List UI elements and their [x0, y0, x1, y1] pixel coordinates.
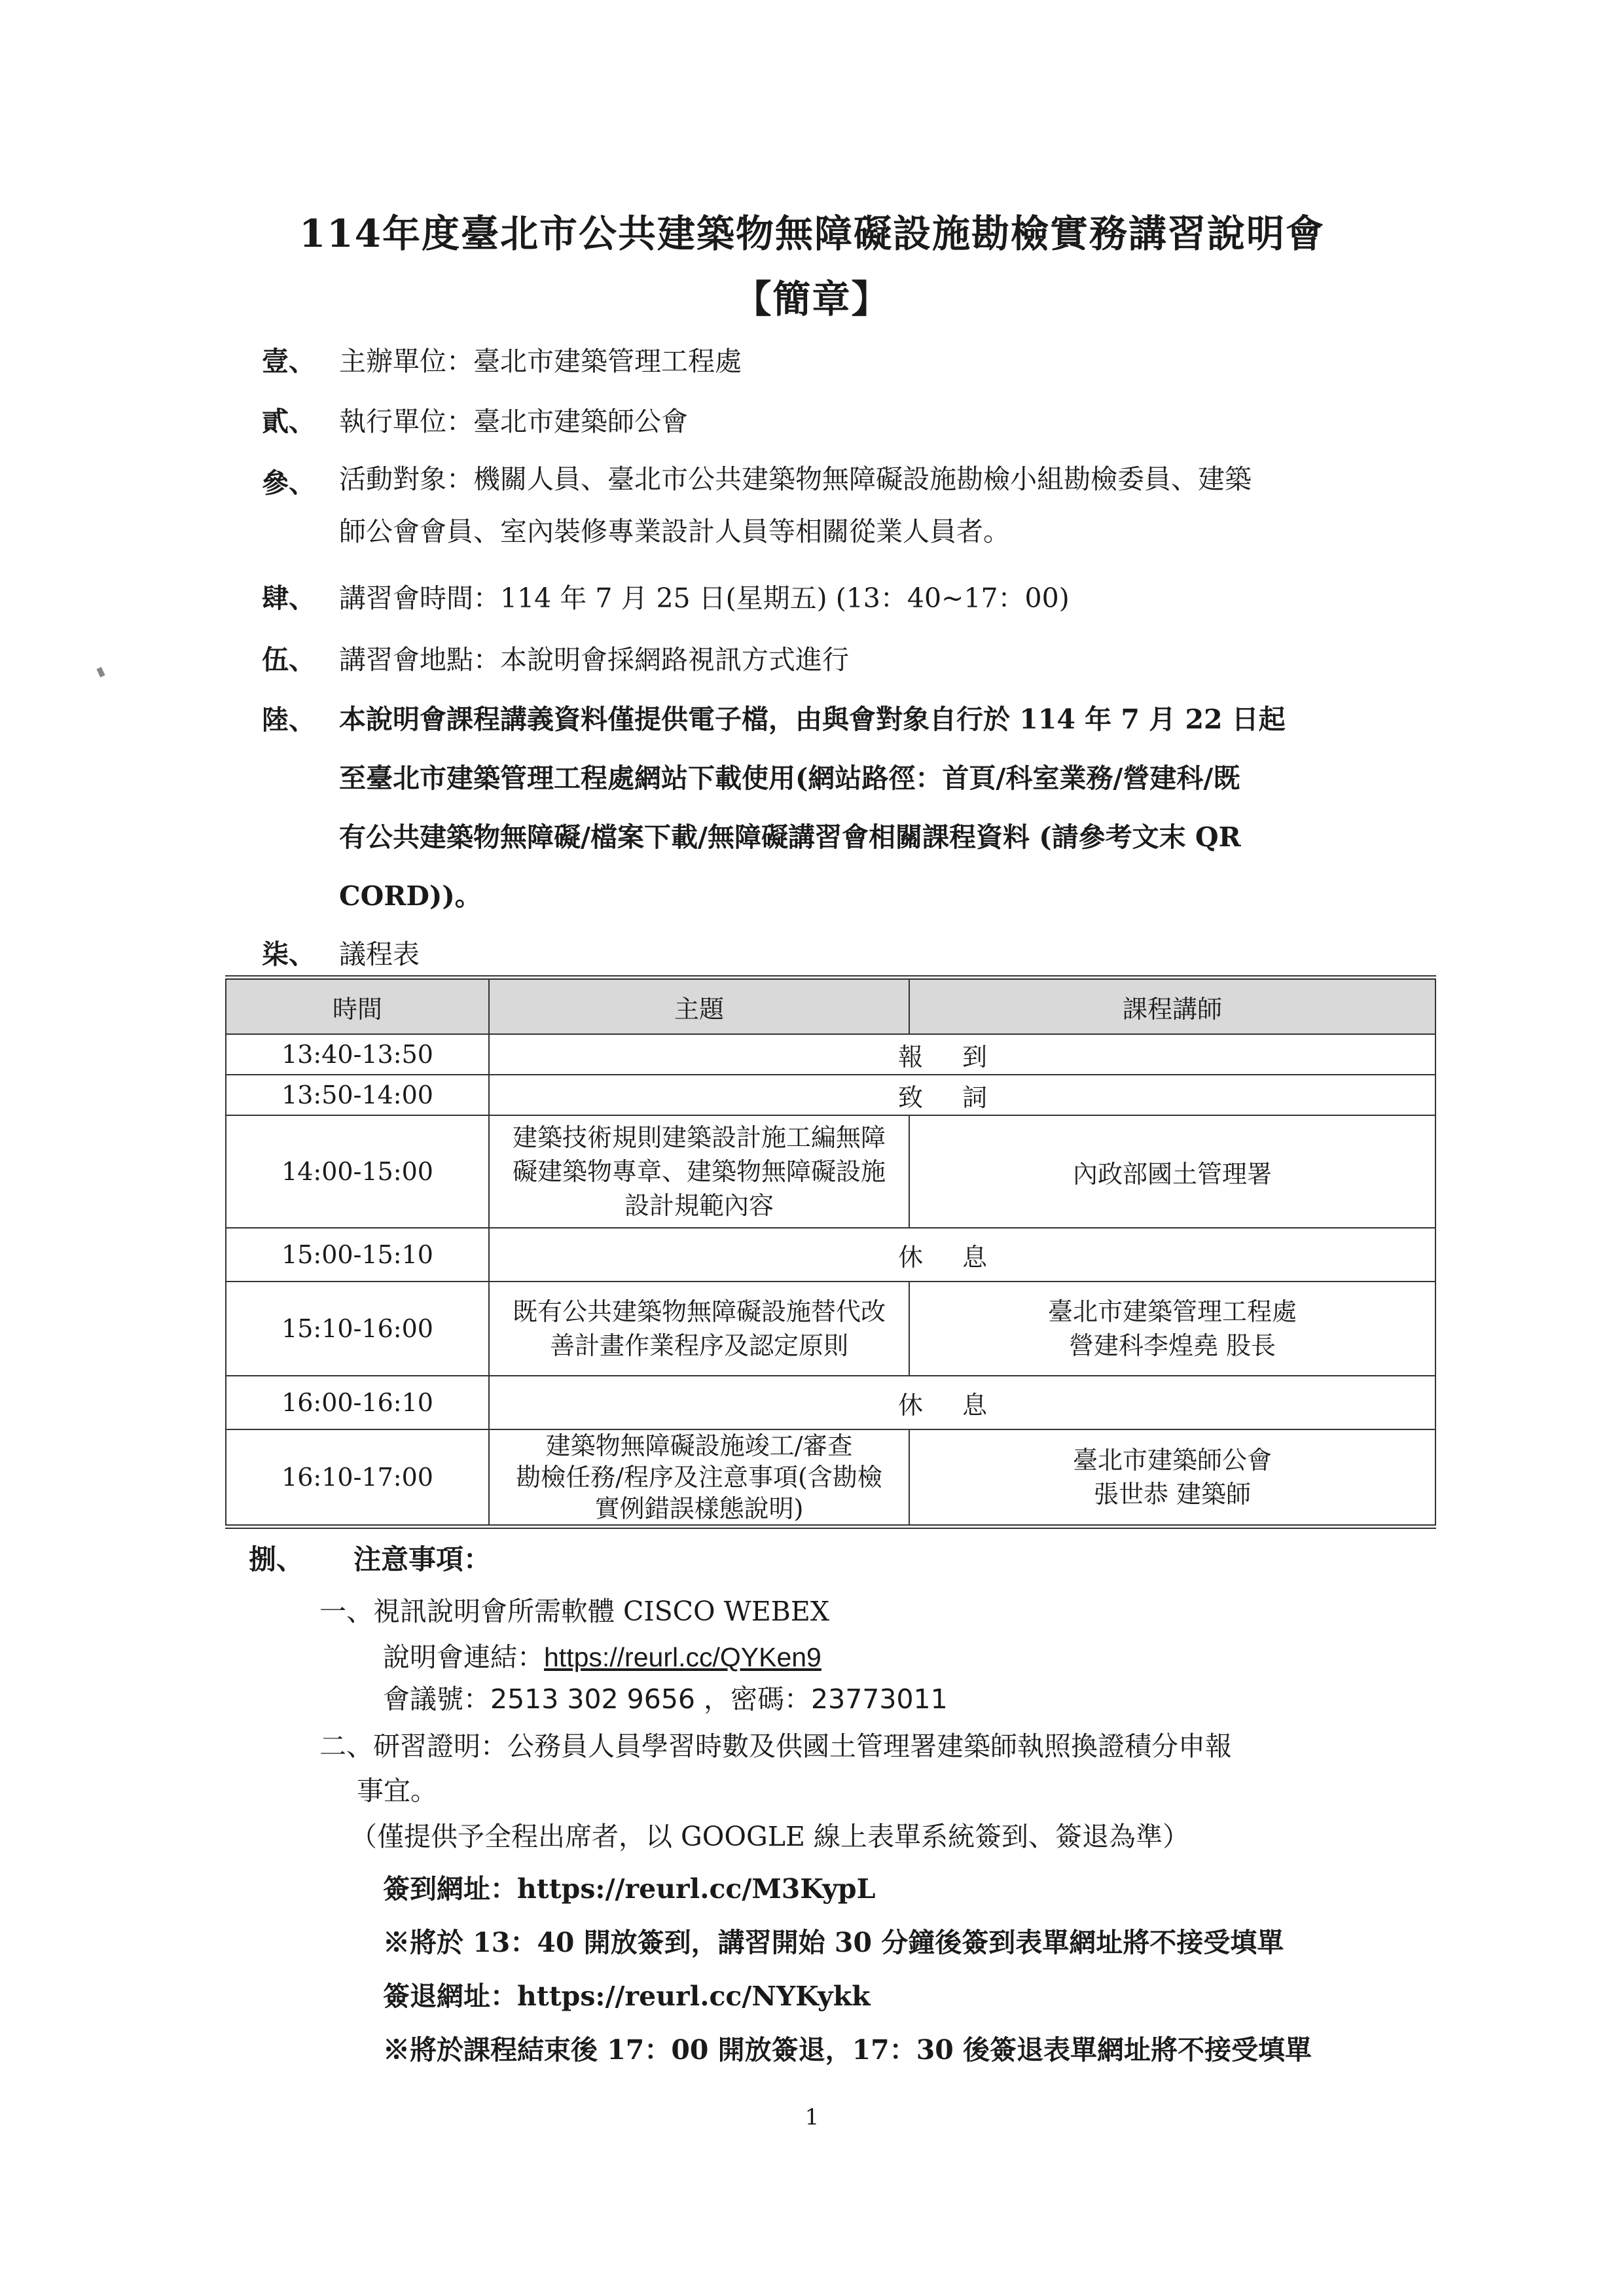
item-number: 壹、	[262, 346, 316, 377]
row-topic	[489, 1115, 909, 1228]
speaker-line: 臺北市建築管理工程處	[1047, 1297, 1297, 1326]
item-number: 陸、	[262, 704, 316, 736]
item-text-line: 本說明會課程講義資料僅提供電子檔，由與會對象自行於 114 年 7 月 22 日起	[339, 704, 1286, 735]
row-speaker	[909, 1282, 1435, 1376]
note-meeting-id: 會議號：2513 302 9656 ，密碼：23773011	[383, 1683, 948, 1715]
row-speaker: 內政部國土管理署	[909, 1115, 1435, 1228]
signout-note: ※將於課程結束後 17：00 開放簽退，17：30 後簽退表單網址將不接受填單	[383, 2034, 1312, 2066]
column-header-time: 時間	[226, 978, 489, 1035]
agenda-table	[225, 975, 1436, 1529]
table-row	[226, 1429, 1435, 1527]
signout-url[interactable]: 簽退網址：https://reurl.cc/NYKykk	[383, 1981, 871, 2012]
item-text: 主辦單位：臺北市建築管理工程處	[339, 346, 742, 377]
item-text-line: 活動對象：機關人員、臺北市公共建築物無障礙設施勘檢小組勘檢委員、建築	[339, 463, 1252, 495]
table-row	[226, 1228, 1435, 1282]
item-text	[339, 690, 1413, 925]
item-number: 捌、	[249, 1543, 304, 1575]
row-topic	[489, 1429, 909, 1527]
speaker-line: 營建科李煌堯 股長	[1068, 1331, 1276, 1360]
document-subtitle: 【簡章】	[733, 277, 891, 321]
table-row	[226, 1075, 1435, 1115]
topic-line: 建築技術規則建築設計施工編無障	[512, 1123, 886, 1152]
meeting-link[interactable]: https://reurl.cc/QYKen9	[544, 1642, 821, 1672]
signin-note: ※將於 13：40 開放簽到，講習開始 30 分鐘後簽到表單網址將不接受填單	[383, 1927, 1284, 1958]
speaker-line: 臺北市建築師公會	[1072, 1446, 1272, 1475]
notes-title: 注意事項：	[353, 1543, 492, 1575]
item-number: 柒、	[262, 939, 316, 970]
item-number: 肆、	[262, 583, 316, 614]
item-number: 伍、	[262, 644, 316, 675]
table-row	[226, 1115, 1435, 1228]
row-time: 15:00-15:10	[226, 1228, 489, 1282]
note-meeting-link	[383, 1638, 821, 1677]
note-attendance: （僅提供予全程出席者，以 GOOGLE 線上表單系統簽到、簽退為準）	[350, 1821, 1189, 1852]
item-text: 執行單位：臺北市建築師公會	[339, 406, 688, 437]
row-time: 14:00-15:00	[226, 1115, 489, 1228]
row-time: 13:40-13:50	[226, 1034, 489, 1075]
item-text-line: 至臺北市建築管理工程處網站下載使用(網站路徑：首頁/科室業務/營建科/既	[339, 762, 1240, 794]
item-number: 貳、	[262, 406, 316, 437]
row-merged-topic: 休息	[489, 1228, 1435, 1282]
meeting-link-label: 說明會連結：	[383, 1641, 544, 1673]
topic-line: 設計規範內容	[624, 1191, 774, 1220]
topic-line: 善計畫作業程序及認定原則	[549, 1331, 848, 1360]
table-header-row	[226, 978, 1435, 1035]
item-text: 講習會時間：114 年 7 月 25 日(星期五) (13：40~17：00)	[339, 583, 1070, 614]
row-merged-topic: 休息	[489, 1376, 1435, 1429]
note-certificate-cont: 事宜。	[357, 1775, 437, 1806]
topic-line: 礙建築物專章、建築物無障礙設施	[512, 1157, 886, 1186]
note-certificate: 二、研習證明：公務員人員學習時數及供國土管理署建築師執照換證積分申報	[319, 1731, 1232, 1762]
note-software: 一、視訊說明會所需軟體 CISCO WEBEX	[319, 1596, 830, 1627]
topic-line: 勘檢任務/程序及注意事項(含勘檢	[516, 1463, 882, 1492]
page-number: 1	[804, 2104, 820, 2130]
item-text: 講習會地點：本說明會採網路視訊方式進行	[339, 644, 849, 675]
notes-heading	[249, 1538, 491, 1577]
row-speaker	[909, 1429, 1435, 1527]
signin-url[interactable]: 簽到網址：https://reurl.cc/M3KypL	[383, 1873, 876, 1905]
scan-speck	[96, 667, 105, 677]
row-merged-topic: 致詞	[489, 1075, 1435, 1115]
item-text-line: 師公會會員、室內裝修專業設計人員等相關從業人員者。	[339, 516, 1010, 547]
table-row	[226, 1034, 1435, 1075]
item-text: 議程表	[339, 939, 420, 970]
topic-line: 既有公共建築物無障礙設施替代改	[512, 1297, 886, 1326]
column-header-topic: 主題	[489, 978, 909, 1035]
topic-line: 實例錯誤樣態說明)	[594, 1494, 804, 1523]
column-header-speaker: 課程講師	[909, 978, 1435, 1035]
row-time: 13:50-14:00	[226, 1075, 489, 1115]
row-time: 16:00-16:10	[226, 1376, 489, 1429]
item-text-line: CORD))。	[339, 880, 482, 912]
topic-line: 建築物無障礙設施竣工/審查	[545, 1431, 853, 1460]
speaker-line: 張世恭 建築師	[1093, 1480, 1252, 1509]
item-text-line: 有公共建築物無障礙/檔案下載/無障礙講習會相關課程資料 (請參考文末 QR	[339, 821, 1241, 853]
row-time: 15:10-16:00	[226, 1282, 489, 1376]
row-topic	[489, 1282, 909, 1376]
item-number: 參、	[262, 467, 316, 499]
item-text	[339, 453, 1413, 558]
table-row	[226, 1376, 1435, 1429]
document-title: 114年度臺北市公共建築物無障礙設施勘檢實務講習說明會	[298, 211, 1326, 256]
table-row	[226, 1282, 1435, 1376]
row-time: 16:10-17:00	[226, 1429, 489, 1527]
row-merged-topic: 報到	[489, 1034, 1435, 1075]
